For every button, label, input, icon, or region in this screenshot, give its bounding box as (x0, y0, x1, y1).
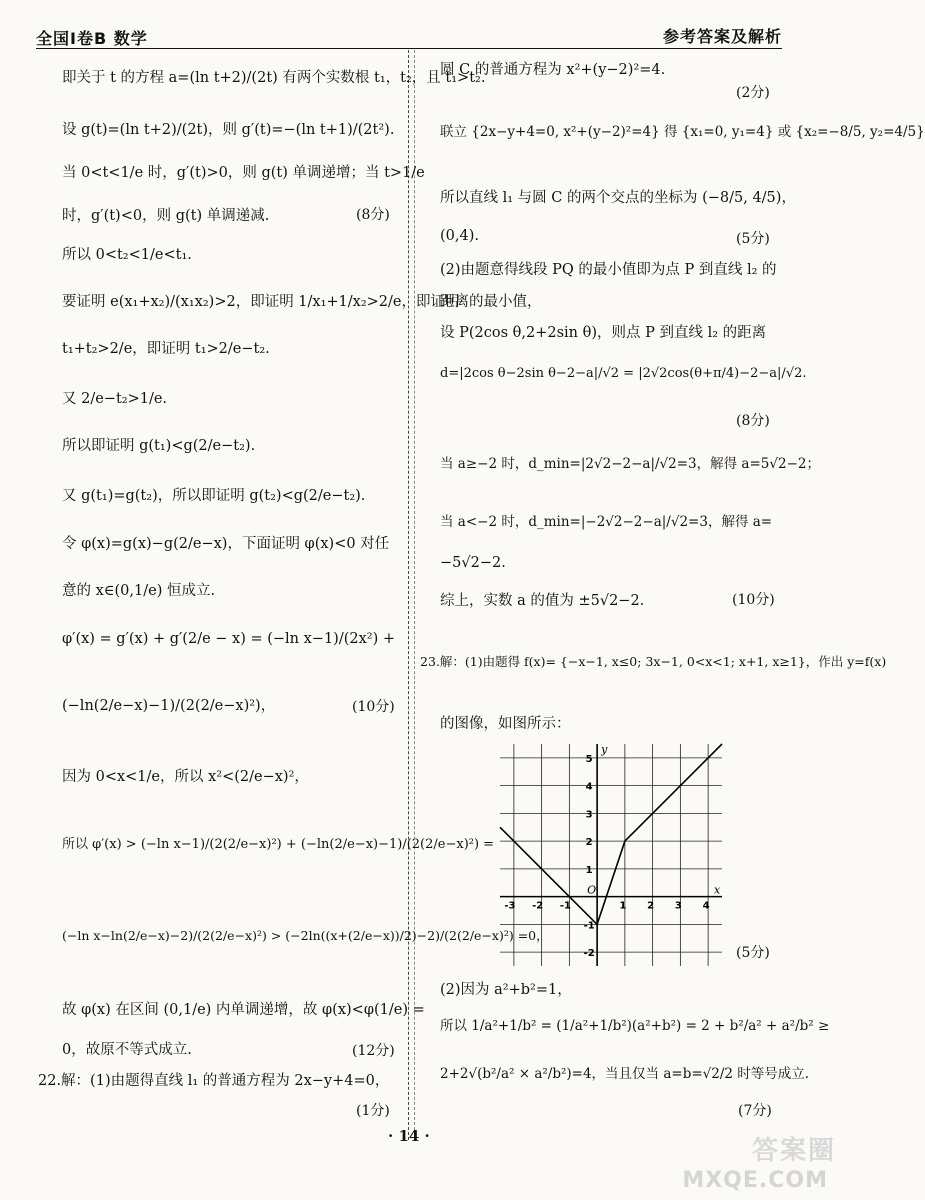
right-line-2: 联立 {2x−y+4=0, x²+(y−2)²=4} 得 {x₁=0, y₁=4} 或 {x₂=−8/5, y₂=4/5} (440, 124, 925, 140)
left-line-8: 又 2/e−t₂>1/e. (62, 391, 168, 407)
right-line-5: (2)由题意得线段 PQ 的最小值即为点 P 到直线 l₂ 的 (440, 262, 777, 278)
y-tick-label: -1 (583, 920, 595, 932)
right-line-11: −5√2−2. (440, 555, 506, 571)
x-tick-label: 2 (647, 900, 655, 912)
right-points-3: (8分) (736, 413, 770, 429)
x-tick-label: 3 (674, 900, 682, 912)
y-axis-label: y (601, 743, 608, 756)
left-points-2: (10分) (352, 699, 395, 715)
origin-label: O (587, 883, 597, 897)
left-points-3: (12分) (352, 1043, 395, 1059)
y-tick-label: 4 (585, 781, 593, 793)
right-line-16: 所以 1/a²+1/b² = (1/a²+1/b²)(a²+b²) = 2 + b²/a² + a²/b² ≥ (440, 1018, 830, 1034)
right-line-15: (2)因为 a²+b²=1， (440, 982, 572, 998)
right-line-14: 的图像，如图所示： (440, 716, 571, 732)
left-line-3: 当 0<t<1/e 时，g′(t)>0，则 g(t) 单调递增；当 t>1/e (62, 165, 425, 181)
left-line-16: 所以 φ′(x) > (−ln x−1)/(2(2/e−x)²) + (−ln(2/e−x)−1)/(2(2/e−x)²) = (62, 837, 495, 852)
left-points-4: (1分) (356, 1103, 390, 1119)
left-line-11: 令 φ(x)=g(x)−g(2/e−x)，下面证明 φ(x)<0 对任 (62, 536, 390, 552)
page-number: · 14 · (388, 1127, 430, 1145)
x-tick-label: -3 (504, 900, 516, 912)
x-tick-label: 1 (619, 900, 627, 912)
left-line-9: 所以即证明 g(t₁)<g(2/e−t₂). (62, 438, 256, 454)
right-line-3: 所以直线 l₁ 与圆 C 的两个交点的坐标为 (−8/5, 4/5)， (440, 190, 796, 206)
y-tick-label: 1 (585, 864, 593, 876)
left-line-13: φ′(x) = g′(x) + g′(2/e − x) = (−ln x−1)/(2x²) + (62, 631, 396, 647)
tick-labels (504, 743, 721, 959)
left-line-4: 时，g′(t)<0，则 g(t) 单调递减. (62, 208, 270, 224)
right-points-4: (10分) (732, 592, 775, 608)
right-line-1: 圆 C 的普通方程为 x²+(y−2)²=4. (440, 62, 666, 78)
right-line-7: 设 P(2cos θ,2+2sin θ)，则点 P 到直线 l₂ 的距离 (440, 325, 767, 341)
x-axis-label: x (714, 883, 721, 897)
left-points-1: (8分) (356, 207, 390, 223)
left-line-17: (−ln x−ln(2/e−x)−2)/(2(2/e−x)²) > (−2ln((x+(2/e−x))/2)−2)/(2(2/e−x)²) =0， (62, 928, 549, 943)
column-divider (408, 50, 409, 1140)
watermark-logo: 答案圈 (751, 1136, 836, 1166)
column-divider-2 (414, 50, 415, 1140)
left-line-10: 又 g(t₁)=g(t₂)，所以即证明 g(t₂)<g(2/e−t₂). (62, 488, 366, 504)
x-tick-label: 4 (702, 900, 710, 912)
right-line-8: d=|2cos θ−2sin θ−2−a|/√2 = |2√2cos(θ+π/4)−2−a|/√2. (440, 366, 807, 381)
x-tick-label: -1 (559, 900, 571, 912)
left-line-18: 故 φ(x) 在区间 (0,1/e) 内单调递增，故 φ(x)<φ(1/e) = (62, 1002, 425, 1018)
right-line-13: 23.解：(1)由题得 f(x)= {−x−1, x≤0; 3x−1, 0<x<1; x+1, x≥1}，作出 y=f(x) (420, 654, 887, 669)
right-line-9: 当 a≥−2 时，d_min=|2√2−2−a|/√2=3，解得 a=5√2−2； (440, 456, 820, 472)
header-right: 参考答案及解析 (662, 27, 782, 46)
left-line-14: (−ln(2/e−x)−1)/(2(2/e−x)²)， (62, 698, 276, 714)
right-line-10: 当 a<−2 时，d_min=|−2√2−2−a|/√2=3，解得 a= (440, 514, 773, 530)
right-points-1: (2分) (736, 85, 770, 101)
right-points-5: (5分) (736, 945, 770, 961)
left-line-1: 即关于 t 的方程 a=(ln t+2)/(2t) 有两个实数根 t₁，t₂，且 t₁>t₂. (62, 70, 486, 86)
left-line-20: 22.解：(1)由题得直线 l₁ 的普通方程为 2x−y+4=0， (38, 1073, 390, 1089)
left-line-12: 意的 x∈(0,1/e) 恒成立. (62, 583, 216, 599)
left-line-5: 所以 0<t₂<1/e<t₁. (62, 247, 192, 263)
header-left: 全国Ⅰ卷B 数学 (36, 29, 148, 48)
left-line-6: 要证明 e(x₁+x₂)/(x₁x₂)>2，即证明 1/x₁+1/x₂>2/e，即证明 (62, 294, 460, 310)
left-line-2: 设 g(t)=(ln t+2)/(2t)，则 g′(t)=−(ln t+1)/(2t²). (62, 122, 395, 138)
y-tick-label: 5 (585, 753, 593, 765)
y-tick-label: -2 (583, 948, 595, 960)
header-rule (36, 48, 782, 49)
watermark-url: MXQE.COM (682, 1168, 828, 1193)
function-graph (500, 744, 722, 966)
right-line-6: 距离的最小值， (440, 294, 542, 310)
right-line-17: 2+2√(b²/a² × a²/b²)=4，当且仅当 a=b=√2/2 时等号成立. (440, 1066, 810, 1082)
right-points-2: (5分) (736, 231, 770, 247)
left-line-19: 0，故原不等式成立. (62, 1042, 192, 1058)
left-line-15: 因为 0<x<1/e，所以 x²<(2/e−x)²， (62, 769, 309, 785)
left-line-7: t₁+t₂>2/e，即证明 t₁>2/e−t₂. (62, 341, 270, 357)
right-line-12: 综上，实数 a 的值为 ±5√2−2. (440, 593, 645, 609)
y-tick-label: 3 (585, 809, 593, 821)
right-line-4: (0,4). (440, 228, 479, 244)
x-tick-label: -2 (532, 900, 544, 912)
y-tick-label: 2 (585, 837, 593, 849)
right-points-6: (7分) (738, 1103, 772, 1119)
